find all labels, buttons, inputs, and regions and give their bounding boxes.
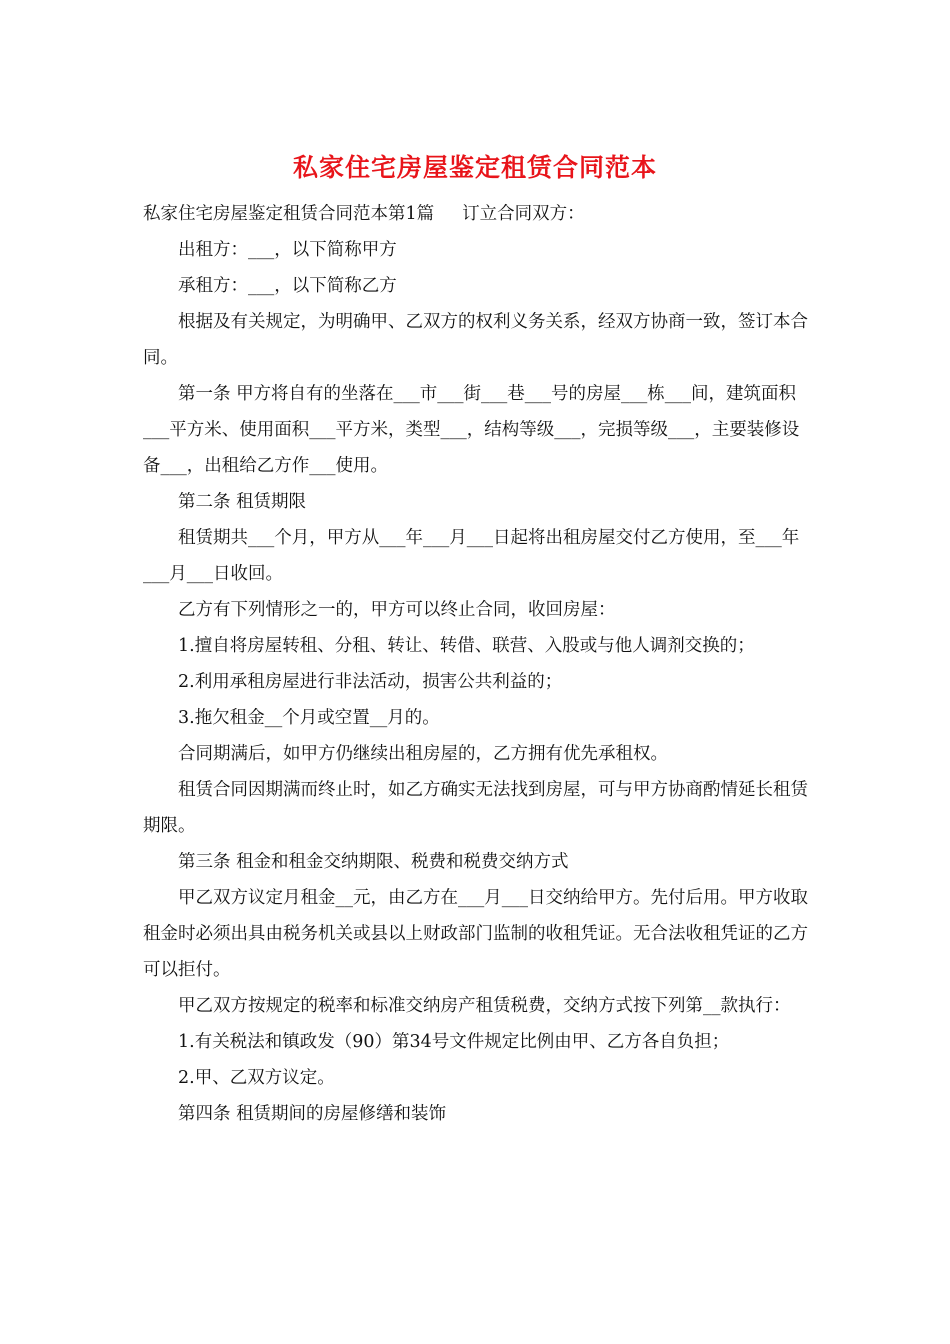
paragraph-condition-3: 3.拖欠租金__个月或空置__月的。 <box>178 708 440 728</box>
paragraph-extension: 租赁合同因期满而终止时，如乙方确实无法找到房屋，可与甲方协商酌情延长租赁期限。 <box>143 780 808 836</box>
paragraph-tail: 订立合同双方： <box>462 204 585 224</box>
paragraph-tax-option-2: 2.甲、乙双方议定。 <box>178 1068 335 1088</box>
document-body <box>143 196 813 1132</box>
paragraph-rent: 甲乙双方议定月租金__元，由乙方在___月___日交纳给甲方。先付后用。甲方收取租金时必须出具由税务机关或县以上财政部门监制的收租凭证。无合法收租凭证的乙方可以拒付。 <box>143 888 808 980</box>
paragraph-preamble: 根据及有关规定，为明确甲、乙双方的权利义务关系，经双方协商一致，签订本合同。 <box>143 312 808 368</box>
paragraph-tax-option-1: 1.有关税法和镇政发（90）第34号文件规定比例由甲、乙方各自负担； <box>178 1032 730 1052</box>
paragraph-article-2-heading: 第二条 租赁期限 <box>178 492 307 512</box>
paragraph-condition-2: 2.利用承租房屋进行非法活动，损害公共利益的； <box>178 672 563 692</box>
paragraph-termination-conditions: 乙方有下列情形之一的，甲方可以终止合同，收回房屋： <box>178 600 616 620</box>
paragraph-article-4-heading: 第四条 租赁期间的房屋修缮和装饰 <box>178 1104 447 1124</box>
paragraph-priority-right: 合同期满后，如甲方仍继续出租房屋的，乙方拥有优先承租权。 <box>178 744 668 764</box>
paragraph-article-3-heading: 第三条 租金和租金交纳期限、税费和税费交纳方式 <box>178 852 569 872</box>
paragraph-tax: 甲乙双方按规定的税率和标准交纳房产租赁税费，交纳方式按下列第__款执行： <box>178 996 791 1016</box>
paragraph-lessee: 承租方：___，以下简称乙方 <box>178 276 397 296</box>
paragraph-text: 私家住宅房屋鉴定租赁合同范本第1篇 <box>143 204 435 224</box>
paragraph-condition-1: 1.擅自将房屋转租、分租、转让、转借、联营、入股或与他人调剂交换的； <box>178 636 755 656</box>
paragraph-opening <box>143 196 813 232</box>
paragraph-lease-term: 租赁期共___个月，甲方从___年___月___日起将出租房屋交付乙方使用，至___年___月___日收回。 <box>143 528 800 584</box>
paragraph-article-1: 第一条 甲方将自有的坐落在___市___街___巷___号的房屋___栋___间，建筑面积___平方米、使用面积___平方米，类型___，结构等级___，完损等级___，主要装修设备___，出租给乙方作___使用。 <box>143 384 800 476</box>
paragraph-lessor: 出租方：___，以下简称甲方 <box>178 240 397 260</box>
document-title: 私家住宅房屋鉴定租赁合同范本 <box>292 153 657 182</box>
